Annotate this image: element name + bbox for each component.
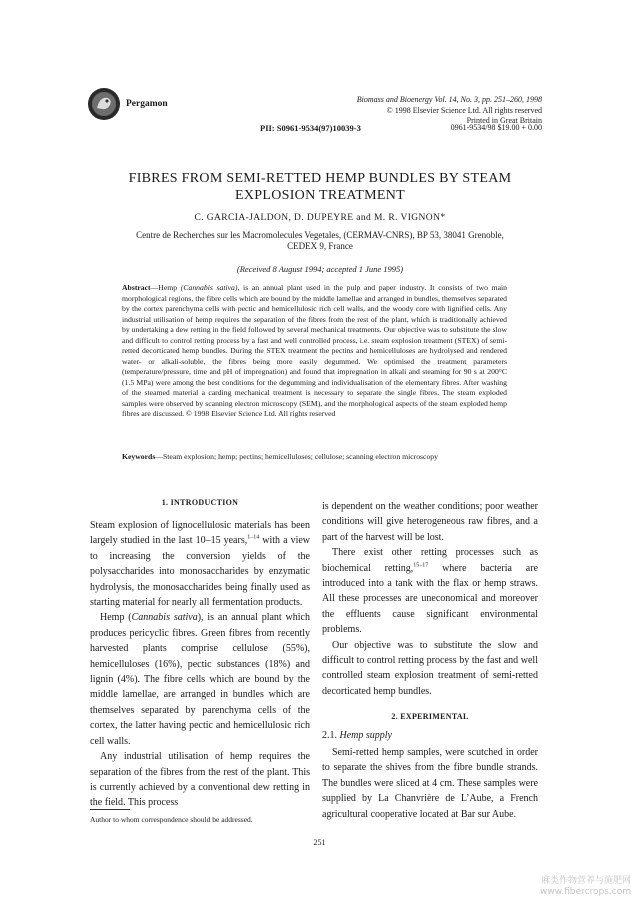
subsection-heading <box>322 730 392 741</box>
affiliation <box>100 230 540 252</box>
page-number: 251 <box>313 838 326 847</box>
title-line: FIBRES FROM SEMI-RETTED HEMP BUNDLES BY STEAM <box>128 171 512 186</box>
paragraph <box>322 545 538 637</box>
subsection-title: Hemp supply <box>339 730 392 741</box>
publisher-logo <box>88 88 120 120</box>
paragraph-text: where bacteria are introduced into a tank with the flax or hemp straws. All these processes are uneconomical and moreover the effluents cause significant environmental problems. <box>322 562 538 636</box>
title-line: EXPLOSION TREATMENT <box>235 188 405 203</box>
received-dates: (Received 8 August 1994; accepted 1 June 1995) <box>236 264 404 274</box>
footnote: Author to whom correspondence should be addressed. <box>90 815 253 824</box>
reference-marker: 1–14 <box>247 535 260 542</box>
abstract-text: , is an annual plant used in the pulp and paper industry. It consists of two main morphological regions, the fibre cells which are bound by the middle lamellae and arranged in bundles, themselves separated by the cortex parenchyma cells with pectic and hemicellulosic rich cell walls, and the woody core with lignified cells. Any industrial utilisation of hemp requires the separation of the fibres from the rest of the plant, which is traditionally achieved by undertaking a dew retting in the field followed by several mechanical treatments. Our objective was to substitute the slow and difficult to control retting process by a fast and well controlled process, i.e. steam explosion treatment (STEX) of semi-retted decorticated hemp bundles. During the STEX treatment the pectins and hemicelluloses are hydrolysed and rendered water- or alkali-soluble, the fibres being more easily degummed. We optimised the treatment parameters (temperature/pressure, time and pH of impregnation) and found that impregnation in alkali and steaming for 90 s at 200°C (1.5 MPa) were among the best conditions for the degumming and individualisation of the elementary fibres. After washing of the steamed material a carding mechanical treatment is necessary to separate the single fibres. The steam exploded samples were observed by scanning electron microscopy (SEM), and the morphological aspects of the steam exploded hemp fibres are discussed. © 1998 Elsevier Science Ltd. All rights reserved <box>122 283 507 418</box>
paragraph: Any industrial utilisation of hemp requires the separation of the fibres from the rest of the plant. This is currently achieved by a conventional dew retting in the field. This process <box>90 751 310 809</box>
copyright-line: © 1998 Elsevier Science Ltd. All rights reserved <box>386 105 542 115</box>
paragraph-text: Steam explosion of lignocellulosic materials has been largely studied in the last 10–15 years, <box>90 520 310 547</box>
paragraph: Semi-retted hemp samples, were scutched in order to separate the shives from the fibre bundle strands. The bundles were sliced at 4 cm. These samples were supplied by La Chanvrière de L’Aube, a French agricultural cooperative located at Bar sur Aube. <box>322 747 538 820</box>
watermark <box>540 876 631 898</box>
paper-title <box>70 170 570 204</box>
reference-marker: 15–17 <box>413 562 429 569</box>
species-name: Cannabis sativa <box>131 612 198 624</box>
section-heading-experimental: 2. EXPERIMENTAL <box>391 712 469 721</box>
abstract <box>122 283 507 420</box>
issn-price: 0961-9534/98 $19.00 + 0.00 <box>450 123 542 132</box>
right-column <box>322 499 538 699</box>
paragraph-text: with a view to increasing the conversion yields of the polysaccharides into monosaccharides by enzymatic hydrolysis, the monosaccharides being finally used as starting material for nearly all fermentation products. <box>90 535 311 609</box>
abstract-label: Abstract <box>122 283 151 292</box>
watermark-line: www.fibercrops.com <box>540 887 631 897</box>
subsection-number: 2.1. <box>322 730 340 741</box>
printed-line: Printed in Great Britain <box>466 116 542 125</box>
paragraph <box>90 610 310 749</box>
affiliation-line: CEDEX 9, France <box>287 241 353 251</box>
paragraph: is dependent on the weather conditions; poor weather conditions will give heterogeneous raw fibres, and a part of the harvest will be lost. <box>322 501 538 543</box>
keywords-label: Keywords <box>122 452 156 461</box>
section-heading-introduction: 1. INTRODUCTION <box>161 498 239 507</box>
watermark-line: 麻类作物营养与施肥网 <box>540 876 631 886</box>
paragraph-text: There exist other retting processes such as biochemical retting, <box>322 547 538 574</box>
abstract-text: Hemp <box>158 283 181 292</box>
journal-citation <box>302 95 542 127</box>
paragraph-text: Hemp ( <box>100 612 132 624</box>
footnote-rule <box>90 809 130 810</box>
keywords <box>122 452 542 461</box>
pergamon-emblem-icon <box>88 88 120 120</box>
experimental-text <box>322 745 538 822</box>
journal-line: Biomass and Bioenergy Vol. 14, No. 3, pp. 251–260, 1998 <box>356 95 542 104</box>
left-column <box>90 518 310 811</box>
species-name: (Cannabis sativa) <box>180 283 238 292</box>
pii-identifier: PII: S0961-9534(97)10039-3 <box>260 123 361 133</box>
paragraph <box>90 518 310 610</box>
paragraph-text: ), is an annual plant which produces pericyclic fibres. Green fibres from recently harvested plants comprise cellulose (55%), hemicelluloses (16%), pectic substances (18%) and lignin (4%). The fibre cells which are bound by the middle lamellae, are arranged in bundles which are themselves separated by parenchyma cells of the cortex, the latter having pectic and hemicellulosic rich cell walls. <box>90 612 310 747</box>
authors: C. GARCIA-JALDON, D. DUPEYRE and M. R. VIGNON* <box>194 213 446 223</box>
paragraph: Our objective was to substitute the slow and difficult to control retting process by the fast and well controlled steam explosion treatment of semi-retted decorticated hemp bundles. <box>322 639 538 697</box>
affiliation-line: Centre de Recherches sur les Macromolecules Vegetales, (CERMAV-CNRS), BP 53, 38041 Grenoble, <box>136 230 504 240</box>
keywords-text: —Steam explosion; hemp; pectins; hemicelluloses; cellulose; scanning electron microscopy <box>155 452 438 461</box>
publisher-name: Pergamon <box>126 99 168 109</box>
abstract-dash: — <box>150 283 159 292</box>
